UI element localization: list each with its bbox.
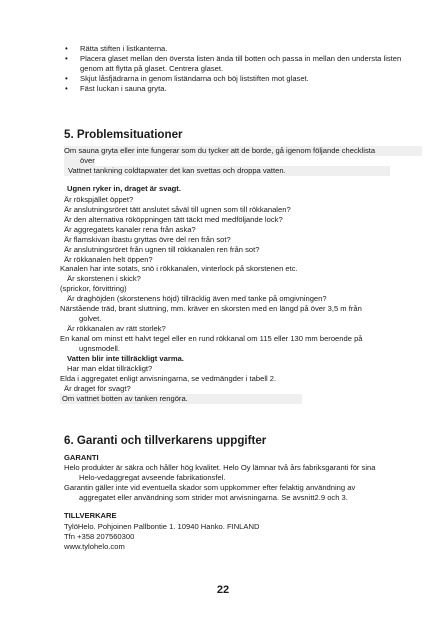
check-item: Är anslutningsröret tätt anslutet såväl till ugnen som till rökkanalen? <box>64 205 291 214</box>
problem-smoke-title: Ugnen ryker in, draget är svagt. <box>67 184 181 193</box>
tank-clean-note: Om vattnet botten av tanken rengöra. <box>60 394 302 404</box>
flue-size-note: En kanal om minst ett halvt tegel eller en rund rökkanal om 115 eller 130 mm beroende på <box>60 334 363 343</box>
section-6-heading: 6. Garanti och tillverkarens uppgifter <box>64 434 267 447</box>
warranty-text-continued: aggregatet eller användning som strider mot anvisningarna. Se avsnitt2.9 och 3. <box>79 493 348 502</box>
tank-note: Vattnet tankning coldtapwater det kan svettas och droppa vatten. <box>64 166 390 176</box>
list-item: • Placera glaset mellan den översta listen ända till botten och passa in mellan den understa listen genom att flytta på glaset. Centrera glaset. <box>64 54 414 74</box>
trees-note: Närstående träd, brant sluttning, mm. kräver en skorsten med en längd på över 3,5 m från <box>60 304 362 313</box>
section-5-heading: 5. Problemsituationer <box>64 128 183 141</box>
intro-text-continued: över <box>64 156 95 166</box>
check-item: Är rökspjället öppet? <box>64 195 134 204</box>
fuel-check: Har man eldat tillräckligt? <box>67 364 153 373</box>
problem-water-title: Vatten blir inte tillräckligt varma. <box>67 354 184 363</box>
warranty-text: Garantin gäller inte vid eventuella skador som uppkommer efter felaktig användning av <box>64 483 356 492</box>
flue-size-note-continued: ugnsmodell. <box>79 344 120 353</box>
chimney-check: Är skorstenen i skick? <box>67 274 141 283</box>
flue-size-check: Är rökkanalen av rätt storlek? <box>67 324 166 333</box>
flue-check: Kanalen har inte sotats, snö i rökkanalen, vinterlock på skorstenen etc. <box>60 264 298 273</box>
manufacturer-address: TylöHelo. Pohjoinen Pallbontie 1. 10940 Hanko. FINLAND <box>64 522 260 531</box>
warranty-title: GARANTI <box>64 453 99 462</box>
intro-text: Om sauna gryta eller inte fungerar som du tycker att de borde, gå igenom följande checklista <box>64 146 422 156</box>
list-item: • Skjut låsfjädrarna in genom liständarna och böj liststiften mot glaset. <box>64 74 414 84</box>
warranty-text: Helo produkter är säkra och håller hög kvalitet. Helo Oy lämnar två års fabriksgaranti för sina <box>64 463 376 472</box>
check-item: Är rökkanalen helt öppen? <box>64 255 153 264</box>
list-item: • Fäst luckan i sauna gryta. <box>64 84 414 94</box>
glass-install-list <box>64 44 414 94</box>
check-item: Är aggregatets kanaler rena från aska? <box>64 225 196 234</box>
fuel-note: Elda i aggregatet enligt anvisningarna, se vedmängder i tabell 2. <box>60 374 277 383</box>
check-item: Är den alternativa rököppningen tätt täckt med medföljande lock? <box>64 215 283 224</box>
list-item: • Rätta stiften i listkanterna. <box>64 44 414 54</box>
check-item: Är anslutningsröret från ugnen till rökkanalen ren från sot? <box>64 245 260 254</box>
draft-check: Är draget för svagt? <box>64 384 131 393</box>
manufacturer-title: TILLVERKARE <box>64 511 117 520</box>
manufacturer-website[interactable]: www.tylohelo.com <box>64 542 125 551</box>
check-item: Är flamskivan ibastu gryttas övre del ren från sot? <box>64 235 231 244</box>
draft-height-check: Är draghöjden (skorstenens höjd) tillräcklig även med tanke på omgivningen? <box>67 294 327 303</box>
chimney-check-detail: (sprickor, förvittring) <box>60 284 127 293</box>
manufacturer-phone: Tfn +358 207560300 <box>64 532 135 541</box>
page-number: 22 <box>216 584 230 596</box>
warranty-text-continued: Helo-vedaggregat avseende fabrikationsfel. <box>79 473 226 482</box>
trees-note-continued: golvet. <box>79 314 102 323</box>
